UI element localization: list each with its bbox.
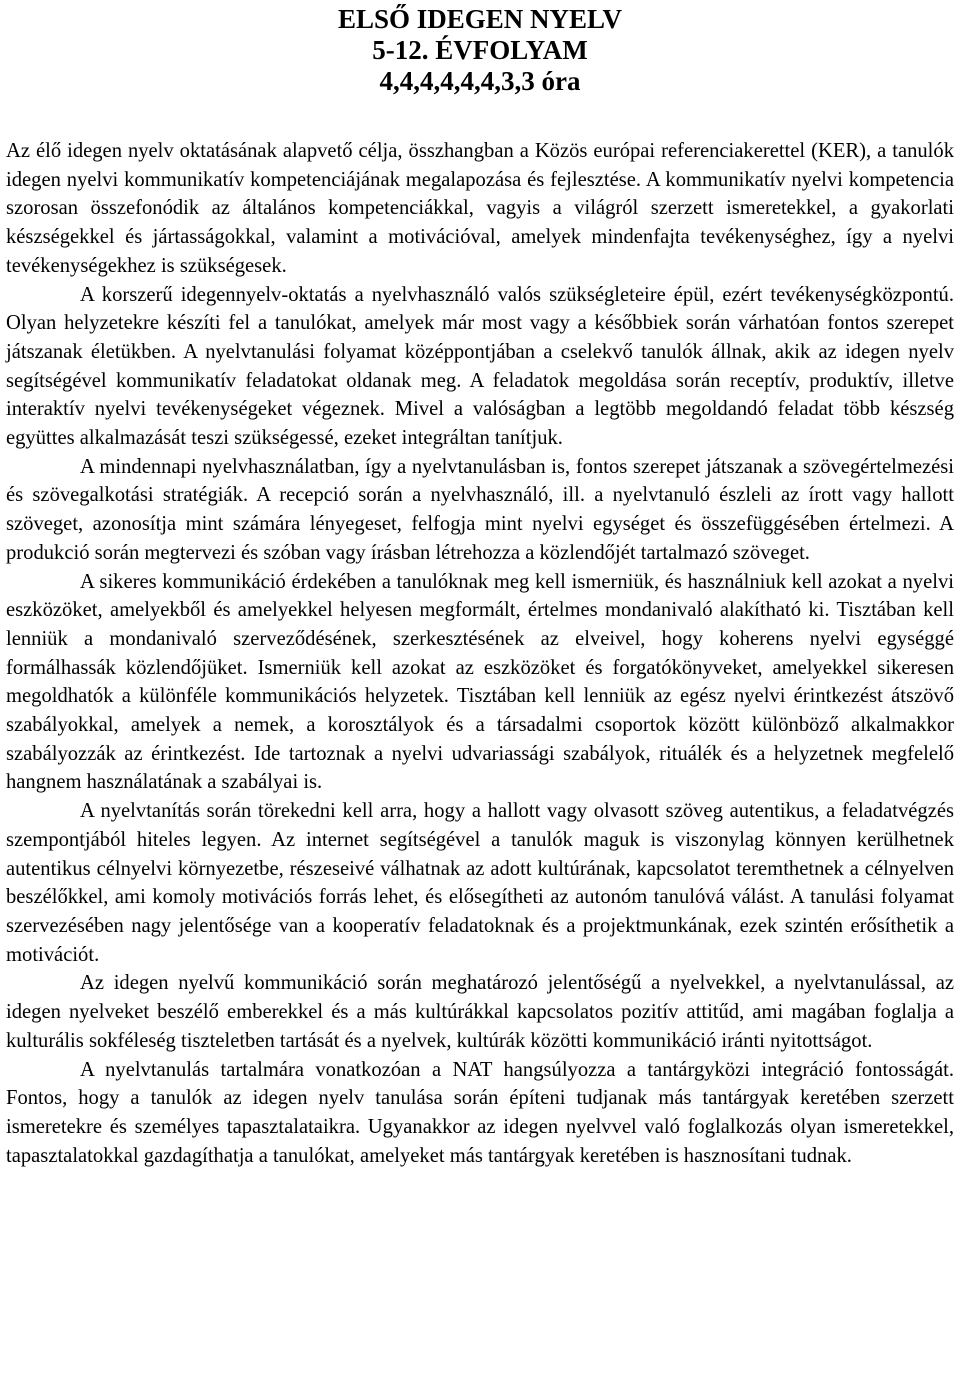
grade-range: 5-12. ÉVFOLYAM	[372, 35, 588, 65]
paragraph-attitude: Az idegen nyelvű kommunikáció során meghatározó jelentőségű a nyelvekkel, a nyelvtanulással, az idegen nyelveket beszélő emberekkel és a más kultúrákkal kapcsolatos pozitív attitűd, ami magában foglalja a kulturális sokféleség tiszteletben tartását és a nyelvek, kultúrák közötti kommunikáció iránti nyitottságot.	[6, 972, 954, 1052]
paragraph-intro: Az élő idegen nyelv oktatásának alapvető célja, összhangban a Közös európai referenciakerettel (KER), a tanulók idegen nyelvi kommunikatív kompetenciájának megalapozása és fejlesztése. A kommunikatív nyelvi kompetencia szorosan összefonódik az általános kompetenciákkal, vagyis a világról szerzett ismeretekkel, a gyakorlati készségekkel és jártasságokkal, valamint a motivációval, amelyek mindenfajta tevékenységhez, így a nyelvi tevékenységekhez is szükségesek.	[6, 140, 954, 277]
document-header	[6, 0, 954, 97]
paragraph-integration: A nyelvtanulás tartalmára vonatkozóan a NAT hangsúlyozza a tantárgyközi integráció fontosságát. Fontos, hogy a tanulók az idegen nyelv tanulása során építeni tudjanak más tantárgyak keretében szerzett ismeretekre és személyes tapasztalataikra. Ugyanakkor az idegen nyelvvel való foglalkozás olyan ismeretekkel, tapasztalatokkal gazdagíthatja a tanulókat, amelyeket más tantárgyak keretében is hasznosítani tudnak.	[6, 1058, 954, 1167]
paragraph-authenticity: A nyelvtanítás során törekedni kell arra, hogy a hallott vagy olvasott szöveg autentikus, a feladatvégzés szempontjából hiteles legyen. Az internet segítségével a tanulók maguk is viszonylag könnyen kerülhetnek autentikus célnyelvi környezetbe, részeseivé válhatnak az adott kultúrának, kapcsolatot teremthetnek a célnyelven beszélőkkel, ami komoly motivációs forrás lehet, és elősegítheti az autonóm tanulóvá válást. A tanulási folyamat szervezésében nagy jelentősége van a kooperatív feladatoknak és a projektmunkának, ezek szintén erősíthetik a motivációt.	[6, 800, 954, 966]
document-page	[6, 0, 954, 1170]
paragraph-language-tools: A sikeres kommunikáció érdekében a tanulóknak meg kell ismerniük, és használniuk kell azokat a nyelvi eszközöket, amelyekből és amelyekkel helyesen megformált, értelmes mondanivaló alakítható ki. Tisztában kell lenniük a mondanivaló szerveződésének, szerkesztésének az elveivel, hogy koherens nyelvi egységgé formálhassák közlendőjüket. Ismerniük kell azokat az eszközöket és forgatókönyveket, amelyekkel sikeresen megoldhatók a különféle kommunikációs helyzetek. Tisztában kell lenniük az egész nyelvi érintkezést átszövő szabályokkal, amelyek a nemek, a korosztályok és a társadalmi csoportok között különböző alkalmakkor szabályozzák az érintkezést. Ide tartoznak a nyelvi udvariassági szabályok, rituálék és a helyzetnek megfelelő hangnem használatának a szabályai is.	[6, 570, 954, 794]
document-title: ELSŐ IDEGEN NYELV	[337, 4, 623, 34]
weekly-hours: 4,4,4,4,4,4,3,3 óra	[379, 66, 581, 96]
document-body	[6, 137, 954, 1170]
paragraph-strategies: A mindennapi nyelvhasználatban, így a nyelvtanulásban is, fontos szerepet játszanak a szövegértelmezési és szövegalkotási stratégiák. A recepció során a nyelvhasználó, ill. a nyelvtanuló észleli az írott vagy hallott szöveget, azonosítja mint számára lényegeset, felfogja mint nyelvi egységet és összefüggésében értelmezi. A produkció során megtervezi és szóban vagy írásban létrehozza a közlendőjét tartalmazó szöveget.	[6, 455, 954, 564]
paragraph-activity-centered: A korszerű idegennyelv-oktatás a nyelvhasználó valós szükségleteire épül, ezért tevékenységközpontú. Olyan helyzetekre készíti fel a tanulókat, amelyek már most vagy a későbbiek során várhatóan fontos szerepet játszanak életükben. A nyelvtanulási folyamat középpontjában a cselekvő tanulók állnak, akik az idegen nyelv segítségével kommunikatív feladatokat oldanak meg. A feladatok megoldása során receptív, produktív, illetve interaktív nyelvi tevékenységeket végeznek. Mivel a valóságban a legtöbb megoldandó feladat több készség együttes alkalmazását teszi szükségessé, ezeket integráltan tanítjuk.	[6, 283, 954, 450]
